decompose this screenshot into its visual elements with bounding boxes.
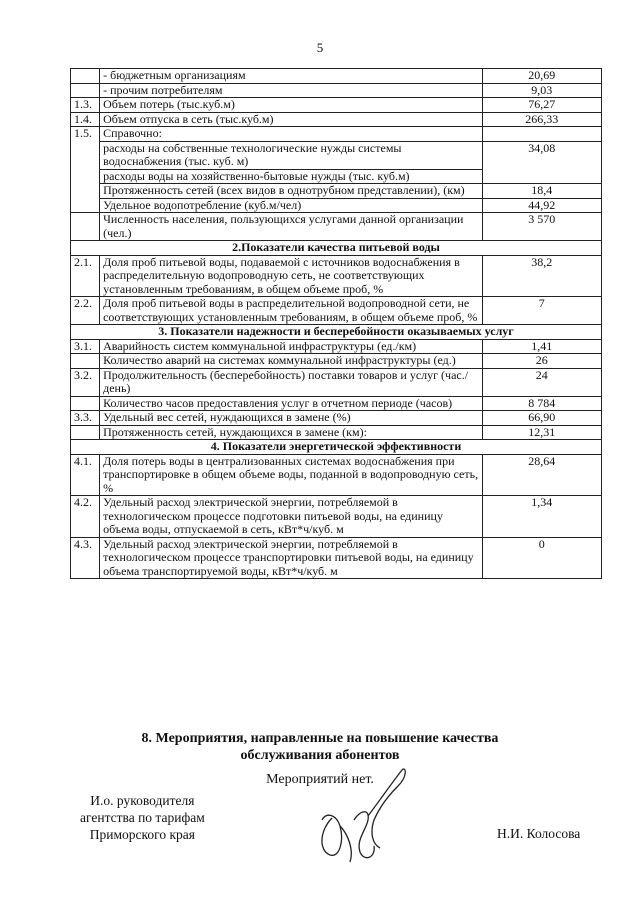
indicator-name: Доля потерь воды в централизованных системах водоснабжения при транспортировке в общем объеме воды, поданной в водопроводную сеть, %: [100, 454, 482, 496]
row-number: 4.1.: [71, 454, 100, 496]
section-8-title-line1: 8. Мероприятия, направленные на повышение качества: [141, 731, 499, 746]
indicator-value: 1,41: [482, 339, 601, 354]
row-number: 3.1.: [71, 339, 100, 354]
signatory-role-line2: агентства по тарифам: [80, 810, 205, 825]
row-number: 1.3.: [71, 98, 100, 113]
indicator-name: Протяженность сетей, нуждающихся в замене (км):: [100, 425, 482, 440]
indicator-name: - бюджетным организациям: [100, 69, 482, 84]
indicator-value: 38,2: [482, 255, 601, 297]
indicator-name: Удельный вес сетей, нуждающихся в замене (%): [100, 411, 482, 426]
indicator-value: 18,4: [482, 184, 601, 199]
indicator-value: 28,64: [482, 454, 601, 496]
table-row: [71, 454, 602, 496]
indicator-name: - прочим потребителям: [100, 83, 482, 98]
indicator-value: 0: [482, 537, 601, 579]
row-number: 4.2.: [71, 496, 100, 538]
table-row: [71, 339, 602, 354]
section-header-row: [71, 241, 602, 256]
table-row: [71, 213, 602, 241]
table-row: [71, 184, 602, 199]
row-number: [71, 396, 100, 411]
signatory-name: Н.И. Колосова: [497, 826, 581, 841]
indicator-name: Протяженность сетей (всех видов в однотрубном представлении), (км): [100, 184, 482, 199]
table-row: [71, 112, 602, 127]
row-number: [71, 425, 100, 440]
table-row: [71, 198, 602, 213]
row-number: [71, 69, 100, 84]
page-number: 5: [316, 40, 324, 55]
indicator-value: 20,69: [482, 69, 601, 84]
indicator-name: Объем потерь (тыс.куб.м): [100, 98, 482, 113]
table-row: [71, 496, 602, 538]
indicator-value: 44,92: [482, 198, 601, 213]
indicator-name: Численность населения, пользующихся услугами данной организации (чел.): [100, 213, 482, 241]
indicator-name: Доля проб питьевой воды, подаваемой с источников водоснабжения в распределительную водопроводную сеть, не соответствующих установленным требованиям, в общем объеме проб, %: [100, 255, 482, 297]
row-number: 2.1.: [71, 255, 100, 297]
indicator-value: 66,90: [482, 411, 601, 426]
indicator-value: 12,31: [482, 425, 601, 440]
indicator-value: 24: [482, 368, 601, 396]
table-row: [71, 69, 602, 84]
indicator-name: расходы на собственные технологические нужды системы водоснабжения (тыс. куб. м): [100, 141, 482, 169]
table-row: [71, 425, 602, 440]
indicator-name: Количество часов предоставления услуг в отчетном периоде (часов): [100, 396, 482, 411]
section-header-row: [71, 325, 602, 340]
section-8-title-line2: обслуживания абонентов: [240, 748, 400, 763]
row-number: [71, 354, 100, 369]
section-8-text: Мероприятий нет.: [266, 772, 374, 787]
table-row: [71, 98, 602, 113]
handwritten-signature: [310, 760, 420, 880]
section-header: 2.Показатели качества питьевой воды: [71, 241, 602, 256]
section-header-row: [71, 440, 602, 455]
row-number: 1.5.: [71, 127, 100, 213]
table-row: [71, 127, 602, 142]
row-number: 1.4.: [71, 112, 100, 127]
indicator-name: расходы воды на хозяйственно-бытовые нужды (тыс. куб.м): [100, 169, 482, 184]
table-row: [71, 141, 602, 169]
row-number: 3.2.: [71, 368, 100, 396]
row-number: [71, 213, 100, 241]
indicator-value: 3 570: [482, 213, 601, 241]
row-number: 3.3.: [71, 411, 100, 426]
indicator-name: Доля проб питьевой воды в распределительной водопроводной сети, не соответствующих установленным требованиям, в общем объеме проб, %: [100, 297, 482, 325]
indicator-value: 1,34: [482, 496, 601, 538]
table-row: [71, 396, 602, 411]
indicator-name: Продолжительность (бесперебойность) поставки товаров и услуг (час./день): [100, 368, 482, 396]
indicator-value: 34,08: [482, 141, 601, 184]
row-number: [71, 83, 100, 98]
table-row: [71, 354, 602, 369]
indicator-name: Удельное водопотребление (куб.м/чел): [100, 198, 482, 213]
section-8-title: [0, 730, 640, 764]
indicator-name: Удельный расход электрической энергии, потребляемой в технологическом процессе подготовки питьевой воды, на единицу объема воды, отпускаемой в сеть, кВт*ч/куб. м: [100, 496, 482, 538]
table-row: [71, 537, 602, 579]
indicator-value: 76,27: [482, 98, 601, 113]
indicator-value: 26: [482, 354, 601, 369]
table-row: [71, 255, 602, 297]
indicator-value: 7: [482, 297, 601, 325]
indicator-name: Количество аварий на системах коммунальной инфраструктуры (ед.): [100, 354, 482, 369]
indicator-value: 266,33: [482, 112, 601, 127]
indicator-value: [482, 127, 601, 142]
indicator-name: Справочно:: [100, 127, 482, 142]
table-row: [71, 297, 602, 325]
table-row: [71, 83, 602, 98]
indicator-name: Аварийность систем коммунальной инфраструктуры (ед./км): [100, 339, 482, 354]
indicators-table: [70, 68, 602, 579]
signatory-position: [80, 792, 205, 843]
indicator-value: 8 784: [482, 396, 601, 411]
signatory-role-line1: И.о. руководителя: [90, 793, 195, 808]
indicator-name: Удельный расход электрической энергии, потребляемой в технологическом процессе транспортировки питьевой воды, на единицу объема транспортируемой воды, кВт*ч/куб. м: [100, 537, 482, 579]
signatory-role-line3: Приморского края: [89, 827, 195, 842]
section-header: 4. Показатели энергетической эффективности: [71, 440, 602, 455]
row-number: 2.2.: [71, 297, 100, 325]
section-header: 3. Показатели надежности и бесперебойности оказываемых услуг: [71, 325, 602, 340]
indicator-name: Объем отпуска в сеть (тыс.куб.м): [100, 112, 482, 127]
table-row: [71, 411, 602, 426]
indicator-value: 9,03: [482, 83, 601, 98]
row-number: 4.3.: [71, 537, 100, 579]
table-row: [71, 368, 602, 396]
